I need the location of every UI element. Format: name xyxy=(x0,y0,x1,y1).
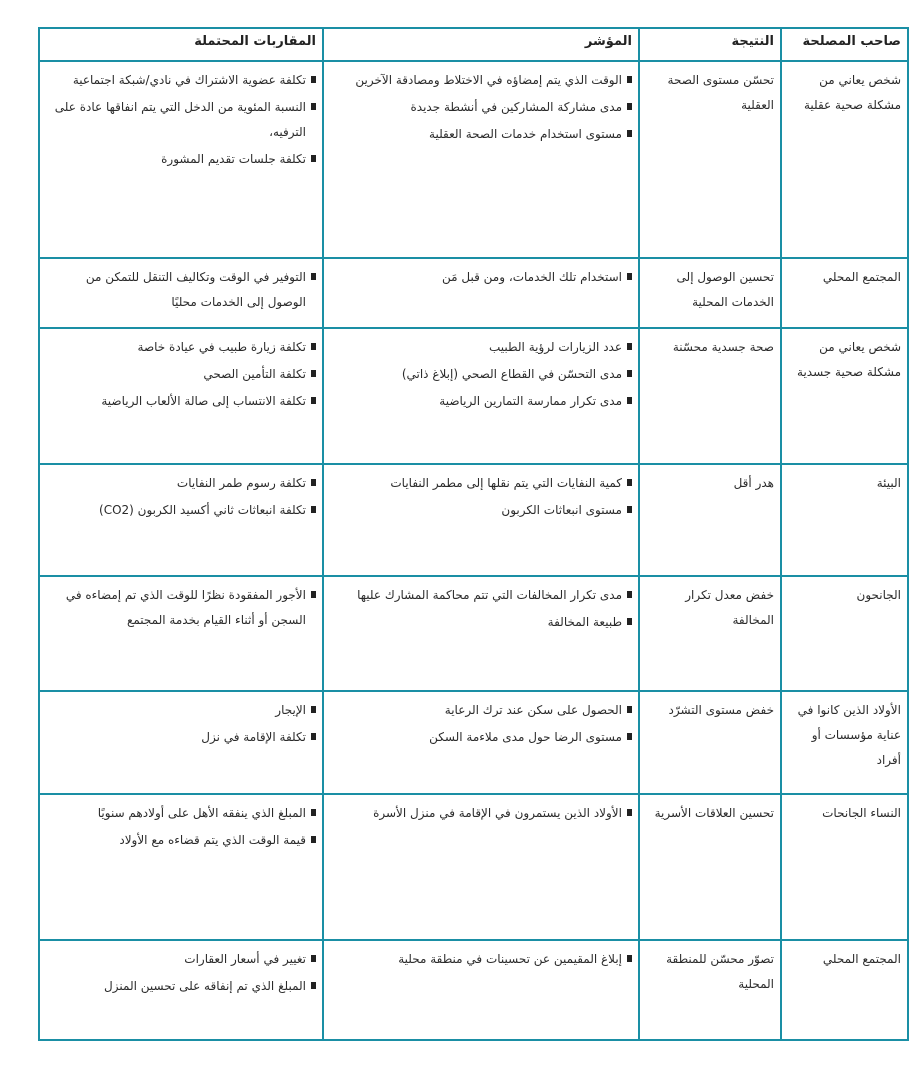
indicator-item xyxy=(330,610,632,635)
approach-text: تكلفة عضوية الاشتراك في نادي/شبكة اجتماعية xyxy=(72,73,306,87)
indicator-cell xyxy=(323,464,639,576)
bullet-icon xyxy=(311,155,316,162)
bullet-icon xyxy=(311,273,316,280)
bullet-icon xyxy=(311,76,316,83)
result-cell: صحة جسدية محسّنة xyxy=(639,328,781,464)
bullet-icon xyxy=(627,397,632,404)
stakeholder-cell: الأولاد الذين كانوا في عناية مؤسسات أو أفراد xyxy=(781,691,908,794)
bullet-icon xyxy=(627,273,632,280)
stakeholder-cell: المجتمع المحلي xyxy=(781,258,908,328)
approach-text: النسبة المئوية من الدخل التي يتم انفاقها عادة على الترفيه، xyxy=(54,100,306,139)
approach-text: الإيجار xyxy=(275,703,306,717)
bullet-icon xyxy=(311,103,316,110)
bullet-icon xyxy=(311,591,316,598)
approach-item xyxy=(46,974,316,999)
table-body xyxy=(39,61,908,1040)
approach-item xyxy=(46,362,316,387)
bullet-icon xyxy=(311,479,316,486)
bullet-icon xyxy=(627,370,632,377)
table-row xyxy=(39,328,908,464)
approach-cell xyxy=(39,794,323,940)
stakeholder-cell: شخص يعاني من مشكلة صحية جسدية xyxy=(781,328,908,464)
indicator-item xyxy=(330,389,632,414)
bullet-icon xyxy=(627,343,632,350)
bullet-icon xyxy=(627,591,632,598)
outcomes-table xyxy=(38,27,909,1041)
stakeholder-cell: المجتمع المحلي xyxy=(781,940,908,1040)
indicator-text: عدد الزيارات لرؤية الطبيب xyxy=(489,340,622,354)
table-row xyxy=(39,576,908,691)
approach-cell xyxy=(39,464,323,576)
header-result: النتيجة xyxy=(639,28,781,61)
stakeholder-cell: النساء الجانحات xyxy=(781,794,908,940)
approach-text: المبلغ الذي تم إنفاقه على تحسين المنزل xyxy=(104,979,306,993)
result-cell: خفض مستوى التشرّد xyxy=(639,691,781,794)
approach-text: تكلفة رسوم طمر النفايات xyxy=(176,476,306,490)
indicator-text: مستوى الرضا حول مدى ملاءمة السكن xyxy=(429,730,622,744)
indicator-item xyxy=(330,947,632,972)
bullet-icon xyxy=(627,130,632,137)
bullet-icon xyxy=(627,706,632,713)
table-header xyxy=(39,28,908,61)
indicator-item xyxy=(330,471,632,496)
bullet-icon xyxy=(627,618,632,625)
table-row xyxy=(39,258,908,328)
indicator-cell xyxy=(323,576,639,691)
bullet-icon xyxy=(627,809,632,816)
indicator-text: استخدام تلك الخدمات، ومن قبل مَن xyxy=(442,270,622,284)
approach-item xyxy=(46,947,316,972)
indicator-item xyxy=(330,801,632,826)
indicator-item xyxy=(330,122,632,147)
result-cell: تحسّن مستوى الصحة العقلية xyxy=(639,61,781,258)
bullet-icon xyxy=(627,103,632,110)
approach-item xyxy=(46,265,316,315)
header-stakeholder: صاحب المصلحة xyxy=(781,28,908,61)
result-cell: هدر أقل xyxy=(639,464,781,576)
approach-text: التوفير في الوقت وتكاليف التنقل للتمكن من الوصول إلى الخدمات محليًا xyxy=(85,270,306,309)
approach-item xyxy=(46,471,316,496)
indicator-text: مدى تكرار المخالفات التي تتم محاكمة المشارك عليها xyxy=(357,588,622,602)
bullet-icon xyxy=(627,506,632,513)
header-indicator: المؤشر xyxy=(323,28,639,61)
indicator-text: مدى تكرار ممارسة التمارين الرياضية xyxy=(439,394,622,408)
indicator-item xyxy=(330,68,632,93)
bullet-icon xyxy=(311,982,316,989)
table-row xyxy=(39,61,908,258)
approach-item xyxy=(46,95,316,145)
indicator-item xyxy=(330,698,632,723)
indicator-text: إبلاغ المقيمين عن تحسينات في منطقة محلية xyxy=(398,952,622,966)
indicator-text: مستوى انبعاثات الكربون xyxy=(501,503,622,517)
approach-item xyxy=(46,828,316,853)
table-row xyxy=(39,464,908,576)
table-row xyxy=(39,691,908,794)
table-row xyxy=(39,794,908,940)
bullet-icon xyxy=(311,370,316,377)
approach-cell xyxy=(39,61,323,258)
indicator-item xyxy=(330,725,632,750)
approach-cell xyxy=(39,328,323,464)
result-cell: تحسين الوصول إلى الخدمات المحلية xyxy=(639,258,781,328)
bullet-icon xyxy=(311,343,316,350)
approach-item xyxy=(46,801,316,826)
indicator-item xyxy=(330,498,632,523)
bullet-icon xyxy=(311,955,316,962)
approach-cell xyxy=(39,940,323,1040)
approach-text: تكلفة جلسات تقديم المشورة xyxy=(161,152,306,166)
indicator-text: مدى مشاركة المشاركين في أنشطة جديدة xyxy=(410,100,622,114)
bullet-icon xyxy=(311,397,316,404)
bullet-icon xyxy=(627,479,632,486)
indicator-item xyxy=(330,583,632,608)
bullet-icon xyxy=(311,706,316,713)
bullet-icon xyxy=(311,836,316,843)
indicator-text: الحصول على سكن عند ترك الرعاية xyxy=(444,703,622,717)
approach-text: تكلفة الإقامة في نزل xyxy=(201,730,306,744)
approach-text: الأجور المفقودة نظرًا للوقت الذي تم إمضاءه في السجن أو أثناء القيام بخدمة المجتمع xyxy=(65,588,306,627)
approach-text: المبلغ الذي ينفقه الأهل على أولادهم سنويًا xyxy=(97,806,306,820)
indicator-item xyxy=(330,265,632,290)
approach-item xyxy=(46,335,316,360)
bullet-icon xyxy=(627,76,632,83)
approach-text: تغيير في أسعار العقارات xyxy=(184,952,306,966)
indicator-item xyxy=(330,335,632,360)
indicator-cell xyxy=(323,61,639,258)
stakeholder-cell: البيئة xyxy=(781,464,908,576)
bullet-icon xyxy=(311,809,316,816)
indicator-text: مستوى استخدام خدمات الصحة العقلية xyxy=(429,127,622,141)
approach-text: تكلفة انبعاثات ثاني أكسيد الكربون (CO2) xyxy=(99,503,306,517)
indicator-text: كمية النفايات التي يتم نقلها إلى مطمر النفايات xyxy=(390,476,622,490)
indicator-text: الأولاد الذين يستمرون في الإقامة في منزل الأسرة xyxy=(373,806,622,820)
result-cell: تحسين العلاقات الأسرية xyxy=(639,794,781,940)
table-row xyxy=(39,940,908,1040)
approach-text: تكلفة التأمين الصحي xyxy=(203,367,306,381)
header-approaches: المقاربات المحتملة xyxy=(39,28,323,61)
bullet-icon xyxy=(627,955,632,962)
approach-text: تكلفة الانتساب إلى صالة الألعاب الرياضية xyxy=(101,394,306,408)
indicator-text: طبيعة المخالفة xyxy=(547,615,622,629)
approach-item xyxy=(46,389,316,414)
result-cell: تصوّر محسّن للمنطقة المحلية xyxy=(639,940,781,1040)
approach-cell xyxy=(39,576,323,691)
header-row xyxy=(39,28,908,61)
approach-item xyxy=(46,147,316,172)
bullet-icon xyxy=(311,506,316,513)
indicator-item xyxy=(330,362,632,387)
approach-item xyxy=(46,725,316,750)
approach-cell xyxy=(39,258,323,328)
indicator-cell xyxy=(323,794,639,940)
stakeholder-cell: الجانحون xyxy=(781,576,908,691)
approach-item xyxy=(46,698,316,723)
indicator-cell xyxy=(323,691,639,794)
stakeholder-cell: شخص يعاني من مشكلة صحية عقلية xyxy=(781,61,908,258)
indicator-cell xyxy=(323,258,639,328)
bullet-icon xyxy=(311,733,316,740)
approach-text: قيمة الوقت الذي يتم قضاءه مع الأولاد xyxy=(119,833,306,847)
approach-text: تكلفة زيارة طبيب في عيادة خاصة xyxy=(137,340,306,354)
indicator-cell xyxy=(323,940,639,1040)
indicator-text: مدى التحسّن في القطاع الصحي (إبلاغ ذاتي) xyxy=(401,367,622,381)
approach-item xyxy=(46,498,316,523)
approach-item xyxy=(46,583,316,633)
approach-item xyxy=(46,68,316,93)
indicator-item xyxy=(330,95,632,120)
indicator-text: الوقت الذي يتم إمضاؤه في الاختلاط ومصادقة الآخرين xyxy=(355,73,622,87)
indicator-cell xyxy=(323,328,639,464)
approach-cell xyxy=(39,691,323,794)
result-cell: خفض معدل تكرار المخالفة xyxy=(639,576,781,691)
bullet-icon xyxy=(627,733,632,740)
